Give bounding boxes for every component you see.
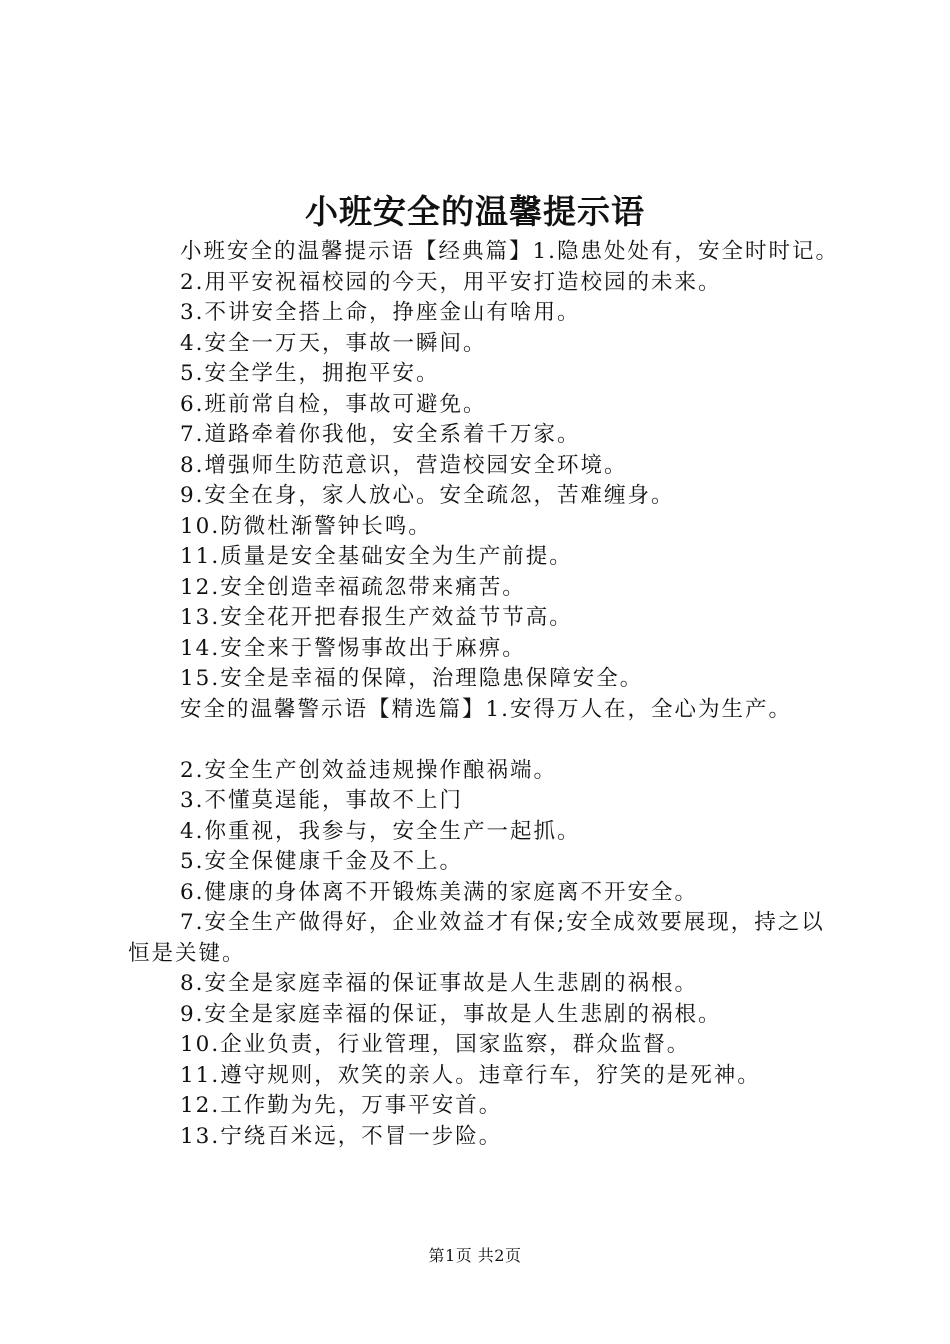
list-item: 8.安全是家庭幸福的保证事故是人生悲剧的祸根。 <box>180 971 699 996</box>
blank-line <box>128 725 840 756</box>
list-item: 4.安全一万天，事故一瞬间。 <box>180 330 487 356</box>
list-item: 9.安全是家庭幸福的保证，事故是人生悲剧的祸根。 <box>180 1001 722 1027</box>
list-item: 4.你重视，我参与，安全生产一起抓。 <box>180 818 581 844</box>
list-item: 3.不懂莫逞能，事故不上门 <box>180 788 464 813</box>
list-item: 12.安全创造幸福疏忽带来痛苦。 <box>180 574 526 600</box>
list-item: 10.企业负责，行业管理，国家监察，群众监督。 <box>180 1032 691 1057</box>
document-body <box>128 237 840 1152</box>
list-item: 10.防微杜渐警钟长鸣。 <box>180 513 432 539</box>
list-item: 6.班前常自检，事故可避免。 <box>180 391 487 417</box>
list-item: 2.用平安祝福校园的今天，用平安打造校园的未来。 <box>180 269 722 295</box>
list-item: 7.安全生产做得好，企业效益才有保;安全成效要展现，持之以恒是关键。 <box>128 910 825 966</box>
page-footer: 第1页 共2页 <box>428 1246 522 1265</box>
document-title: 小班安全的温馨提示语 <box>305 192 645 231</box>
list-item: 6.健康的身体离不开锻炼美满的家庭离不开安全。 <box>180 879 699 905</box>
list-item: 7.道路牵着你我他，安全系着千万家。 <box>180 422 581 447</box>
list-item: 11.质量是安全基础安全为生产前提。 <box>180 544 573 569</box>
list-item: 14.安全来于警惕事故出于麻痹。 <box>180 635 526 661</box>
list-item: 11.遵守规则，欢笑的亲人。违章行车，狞笑的是死神。 <box>180 1062 761 1088</box>
list-item: 5.安全保健康千金及不上。 <box>180 849 464 874</box>
list-item: 13.宁绕百米远，不冒一步险。 <box>180 1123 503 1149</box>
list-item: 9.安全在身，家人放心。安全疏忽，苦难缠身。 <box>180 483 675 508</box>
list-item: 8.增强师生防范意识，营造校园安全环境。 <box>180 452 628 478</box>
list-item: 3.不讲安全搭上命，挣座金山有啥用。 <box>180 300 581 325</box>
section2-intro: 安全的温馨警示语【精选篇】1.安得万人在，全心为生产。 <box>180 696 793 722</box>
list-item: 13.安全花开把春报生产效益节节高。 <box>180 605 573 630</box>
list-item: 5.安全学生，拥抱平安。 <box>180 361 440 386</box>
list-item: 12.工作勤为先，万事平安首。 <box>180 1093 503 1118</box>
section1-intro: 小班安全的温馨提示语【经典篇】1.隐患处处有，安全时时记。 <box>180 239 840 264</box>
list-item: 2.安全生产创效益违规操作酿祸端。 <box>180 757 558 783</box>
list-item: 15.安全是幸福的保障，治理隐患保障安全。 <box>180 666 644 691</box>
